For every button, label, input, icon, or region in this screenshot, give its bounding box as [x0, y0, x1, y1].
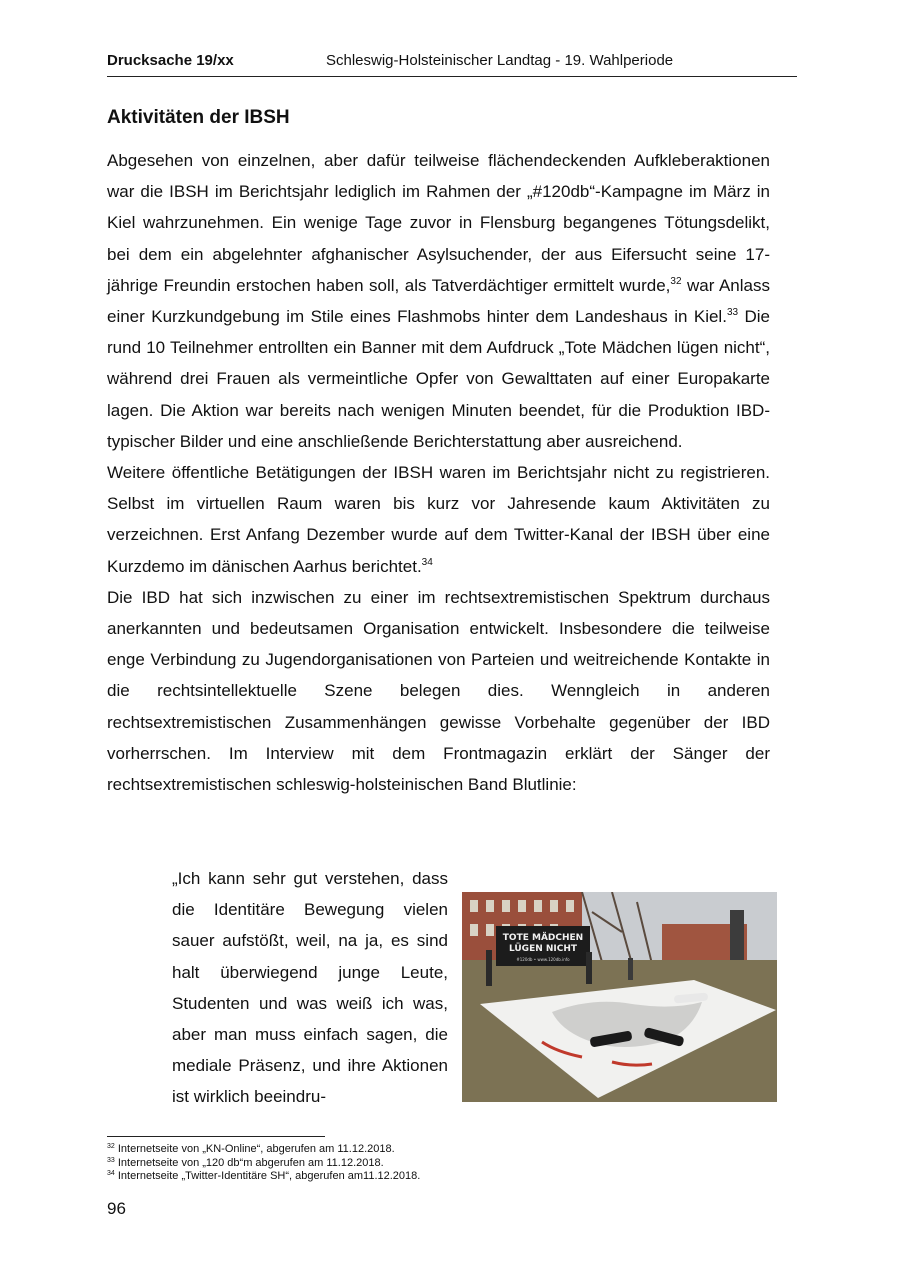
footnote-33: [107, 1157, 420, 1171]
footnote-number: 33: [107, 1156, 115, 1164]
banner-text-line-1: TOTE MÄDCHEN: [502, 933, 584, 943]
person-standing-1: [486, 950, 492, 986]
banner-text-small: #120db • www.120db.info: [516, 957, 570, 962]
footnote-number: 32: [107, 1143, 115, 1150]
person-standing-2: [586, 952, 592, 984]
banner-text-line-2: LÜGEN NICHT: [508, 944, 578, 954]
document-number: Drucksache 19/xx: [107, 52, 234, 69]
flashmob-photo-illustration: [462, 892, 777, 1102]
paragraph-1-part-a: Abgesehen von einzelnen, aber dafür teilweise flächendeckenden Aufkleberaktionen war die IBSH im Berichtsjahr lediglich im Rahmen der „#120db“-Kampagne im März in Kiel wahrzunehmen. Ein wenige Tage zuvor in Flensburg begangenes Tötungsdelikt, bei dem ein abgelehnter afghanischer Asylsuchender, der aus Eifersucht seine 17-jährige Freundin erstochen haben soll, als Tatverdächtiger ermittelt wurde,: [107, 151, 770, 295]
parliament-title: Schleswig-Holsteinischer Landtag - 19. Wahlperiode: [326, 52, 674, 69]
footnotes: [107, 1143, 420, 1184]
interview-quote: „Ich kann sehr gut verstehen, dass die Identitäre Bewegung vielen sauer aufstößt, weil, na ja, es sind halt überwiegend junge Leute, Studenten und was weiß ich was, aber man muss einfach sagen, die mediale Präsenz, und ihre Aktionen ist wirklich beeindru-: [172, 869, 448, 1107]
person-standing-3: [628, 958, 633, 980]
body-text: [107, 145, 770, 800]
footnote-32: [107, 1143, 420, 1157]
footnote-ref-34: 34: [421, 556, 433, 568]
footnote-number: 34: [107, 1170, 115, 1177]
footnote-text: Internetseite von „120 db“m abgerufen am 11.12.2018.: [114, 1156, 384, 1169]
footnote-ref-32: 32: [670, 275, 682, 287]
footnote-text: Internetseite von „KN-Online“, abgerufen am 11.12.2018.: [114, 1143, 395, 1155]
section-title: Aktivitäten der IBSH: [107, 107, 290, 128]
paragraph-3: Die IBD hat sich inzwischen zu einer im rechtsextremistischen Spektrum durchaus anerkannten und bedeutsamen Organisation entwickelt. Insbesondere die teilweise enge Verbindung zu Jugendorganisationen von Parteien und weitreichende Kontakte in die rechtsintellektuelle Szene belegen dies. Wenngleich in anderen rechtsextremistischen Zusammenhängen gewisse Vorbehalte gegenüber der IBD vorherrschen. Im Interview mit dem Frontmagazin erklärt der Sänger der rechtsextremistischen schleswig-holsteinischen Band Blutlinie:: [107, 587, 770, 795]
paragraph-2-text: Weitere öffentliche Betätigungen der IBSH waren im Berichtsjahr nicht zu registrieren. Selbst im virtuellen Raum waren bis kurz vor Jahresende kaum Aktivitäten zu verzeichnen. Erst Anfang Dezember wurde auf dem Twitter-Kanal der IBSH über eine Kurzdemo im dänischen Aarhus berichtet.: [107, 463, 770, 576]
paragraph-2: [107, 457, 770, 582]
paragraph-1-part-c: Die rund 10 Teilnehmer entrollten ein Banner mit dem Aufdruck „Tote Mädchen lügen nicht“, während drei Frauen als vermeintliche Opfer von Gewalttaten auf einer Europakarte lagen. Die Aktion war bereits nach wenigen Minuten beendet, für die Produktion IBD-typischer Bilder und eine anschließende Berichterstattung aber ausreichend.: [107, 307, 770, 451]
footnote-separator: [107, 1136, 325, 1137]
street-lamp-post: [730, 910, 744, 966]
page-number: 96: [107, 1199, 126, 1218]
footnote-34: [107, 1170, 420, 1184]
flashmob-photo: [462, 892, 777, 1102]
footnote-text: Internetseite „Twitter-Identitäre SH“, abgerufen am11.12.2018.: [114, 1170, 421, 1182]
paragraph-1: [107, 145, 770, 457]
page-header: [107, 52, 797, 77]
footnote-ref-33: 33: [726, 307, 739, 319]
paragraph-1-part-b: war Anlass einer Kurzkundgebung im Stile eines Flashmobs hinter dem Landeshaus in Kiel.: [107, 275, 770, 327]
